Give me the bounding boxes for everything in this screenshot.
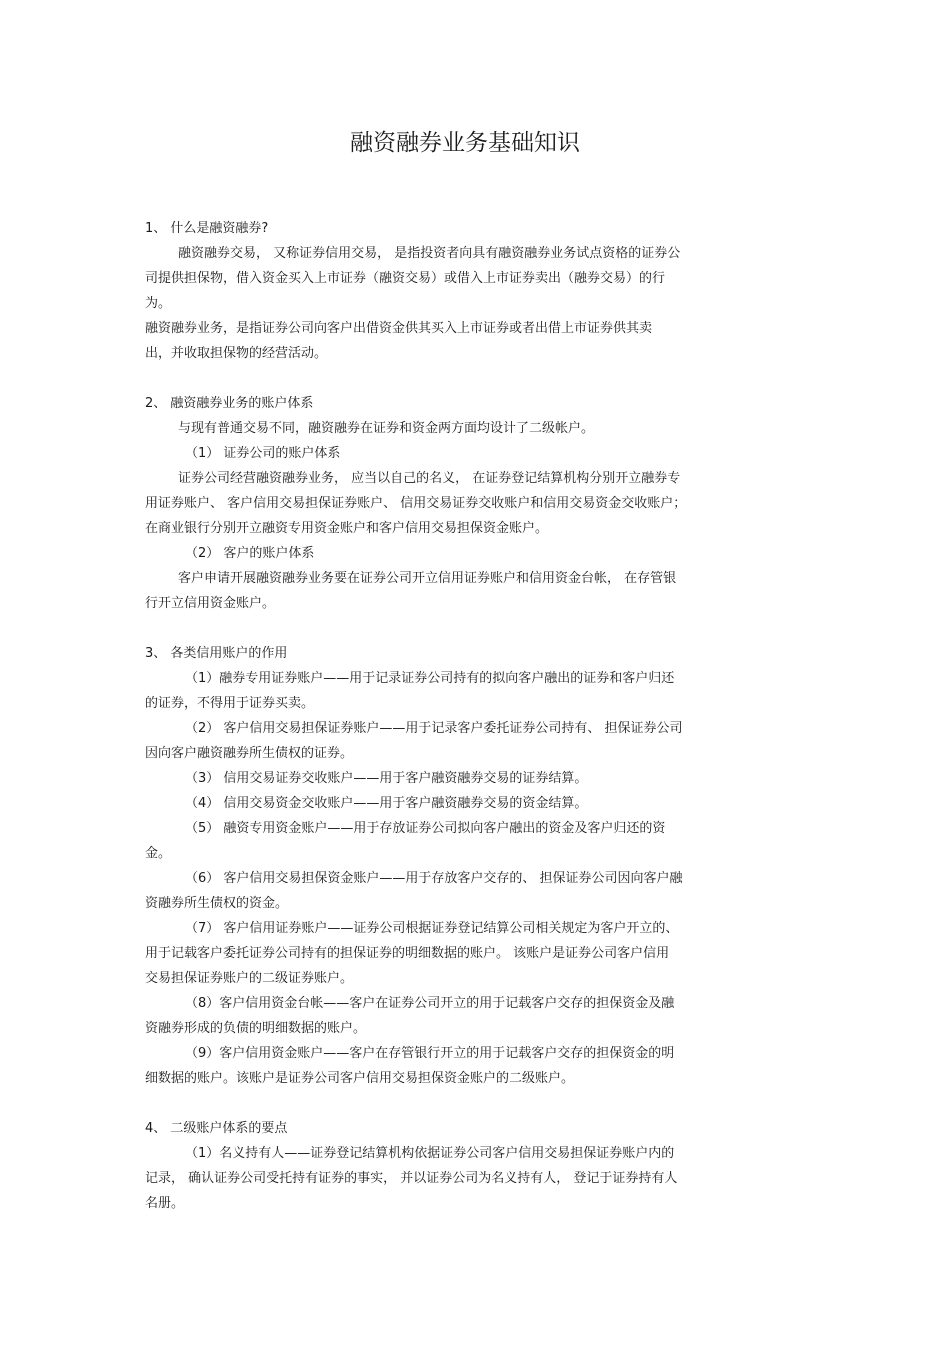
list-item-line: 因向客户融资融券所生债权的证券。 xyxy=(145,746,354,761)
paragraph-line: 为。 xyxy=(145,296,172,311)
section-heading: 1、 什么是融资融券? xyxy=(145,221,269,236)
list-item-line: （4） 信用交易资金交收账户——用于客户融资融券交易的资金结算。 xyxy=(185,796,588,811)
section-heading: 4、 二级账户体系的要点 xyxy=(145,1121,288,1136)
list-item-line: （6） 客户信用交易担保资金账户——用于存放客户交存的、 担保证券公司因向客户融 xyxy=(185,871,683,886)
document-title: 融资融券业务基础知识 xyxy=(350,130,580,156)
list-item-line: （2） 客户信用交易担保证券账户——用于记录客户委托证券公司持有、 担保证券公司 xyxy=(185,721,683,736)
paragraph-line: 融资融券交易， 又称证券信用交易， 是指投资者向具有融资融券业务试点资格的证券公 xyxy=(178,246,681,261)
list-item-line: （9）客户信用资金账户——客户在存管银行开立的用于记载客户交存的担保资金的明 xyxy=(185,1046,675,1061)
paragraph-line: 出，并收取担保物的经营活动。 xyxy=(145,346,328,361)
paragraph-line: 融资融券业务，是指证券公司向客户出借资金供其买入上市证券或者出借上市证券供其卖 xyxy=(145,321,653,336)
paragraph-line: 与现有普通交易不同，融资融券在证券和资金两方面均设计了二级帐户。 xyxy=(178,421,595,436)
list-item-line: 用于记载客户委托证券公司持有的担保证券的明细数据的账户。 该账户是证券公司客户信用 xyxy=(145,946,670,961)
list-item-line: 名册。 xyxy=(145,1196,185,1211)
list-item-line: （7） 客户信用证券账户——证券公司根据证券登记结算公司相关规定为客户开立的、 xyxy=(185,921,679,936)
list-item-line: （8）客户信用资金台帐——客户在证券公司开立的用于记载客户交存的担保资金及融 xyxy=(185,996,675,1011)
list-item-line: 细数据的账户。该账户是证券公司客户信用交易担保资金账户的二级账户。 xyxy=(145,1071,575,1086)
list-item-line: （1）融券专用证券账户——用于记录证券公司持有的拟向客户融出的证券和客户归还 xyxy=(185,671,675,686)
subsection-heading: （2） 客户的账户体系 xyxy=(185,546,315,561)
list-item-line: （1）名义持有人——证券登记结算机构依据证券公司客户信用交易担保证券账户内的 xyxy=(185,1146,675,1161)
subsection-heading: （1） 证券公司的账户体系 xyxy=(185,446,341,461)
list-item-line: （5） 融资专用资金账户——用于存放证券公司拟向客户融出的资金及客户归还的资 xyxy=(185,821,666,836)
paragraph-line: 行开立信用资金账户。 xyxy=(145,596,276,611)
list-item-line: 的证券，不得用于证券买卖。 xyxy=(145,696,315,711)
list-item-line: 金。 xyxy=(145,846,172,861)
list-item-line: 交易担保证券账户的二级证券账户。 xyxy=(145,971,354,986)
list-item-line: 资融券形成的负债的明细数据的账户。 xyxy=(145,1021,367,1036)
paragraph-line: 客户申请开展融资融券业务要在证券公司开立信用证券账户和信用资金台帐， 在存管银 xyxy=(178,571,677,586)
section-heading: 3、 各类信用账户的作用 xyxy=(145,646,288,661)
paragraph-line: 证券公司经营融资融券业务， 应当以自己的名义， 在证券登记结算机构分别开立融券专 xyxy=(178,471,681,486)
list-item-line: （3） 信用交易证券交收账户——用于客户融资融券交易的证券结算。 xyxy=(185,771,588,786)
list-item-line: 记录， 确认证券公司受托持有证券的事实， 并以证券公司为名义持有人， 登记于证券持有人 xyxy=(145,1171,678,1186)
list-item-line: 资融券所生债权的资金。 xyxy=(145,896,289,911)
paragraph-line: 在商业银行分别开立融资专用资金账户和客户信用交易担保资金账户。 xyxy=(145,521,549,536)
section-heading: 2、 融资融券业务的账户体系 xyxy=(145,396,314,411)
paragraph-line: 用证券账户、 客户信用交易担保证券账户、 信用交易证券交收账户和信用交易资金交收账户； xyxy=(145,496,687,511)
paragraph-line: 司提供担保物，借入资金买入上市证券（融资交易）或借入上市证券卖出（融券交易）的行 xyxy=(145,271,666,286)
